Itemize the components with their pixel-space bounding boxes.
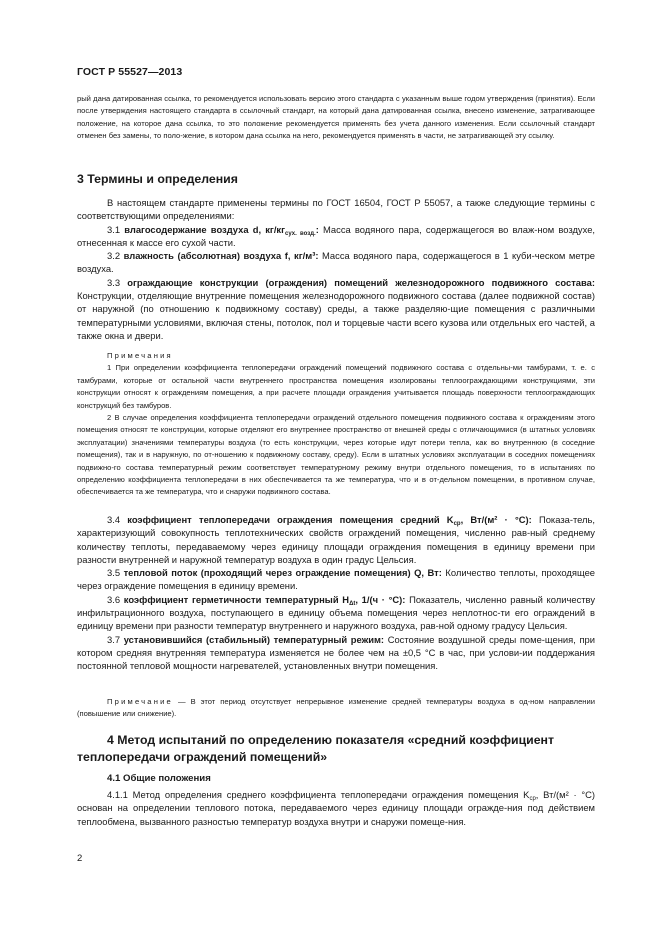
term-3-3-number: 3.3 bbox=[107, 276, 121, 288]
term-3-5-name: тепловой поток (проходящий через ограждение помещения) Q, Вт: bbox=[123, 567, 442, 579]
terms-continued bbox=[77, 513, 595, 673]
term-3-6-definition: Показатель, численно равный количеству инфильтрационного воздуха, поступающего в единицу объема помещения через неплотнос-ти его ограждений в единицу времени при разности температур внутреннего и наружного воздуха, рав-ной одному градусу Цельсия. bbox=[77, 593, 596, 632]
section-4-title: 4 Метод испытаний по определению показателя «средний коэффициент теплопередачи ограждений помещений» bbox=[77, 733, 554, 764]
term-3-2-name: влажность (абсолютная) воздуха f, кг/м³: bbox=[123, 250, 319, 262]
section-3-intro: В настоящем стандарте применены термины по ГОСТ 16504, ГОСТ Р 55057, а также следующие термины с соответствующими определениями: bbox=[77, 197, 595, 222]
term-3-1-number: 3.1 bbox=[107, 223, 121, 235]
term-3-5-number: 3.5 bbox=[107, 567, 121, 579]
term-3-1-colon: : bbox=[315, 223, 319, 235]
section-4-heading bbox=[77, 732, 595, 766]
term-3-6-number: 3.6 bbox=[107, 593, 121, 605]
section-4-1-heading: 4.1 Общие положения bbox=[107, 773, 211, 784]
term-3-7-definition: Состояние воздушной среды поме-щения, при котором средняя внутренняя температура изменяется не более чем на ±0,5 °С в час, при услови-ии поддержания постоянной тепловой мощности нагревателей, установленных внутри помещения. bbox=[77, 633, 596, 672]
intro-paragraph bbox=[77, 93, 595, 143]
term-3-2-definition: Масса водяного пара, содержащегося в 1 куби-ческом метре воздуха. bbox=[77, 250, 595, 275]
term-3-2-number: 3.2 bbox=[107, 250, 121, 262]
term-3-4-name: коэффициент теплопередачи ограждения помещения средний K bbox=[127, 514, 454, 525]
term-3-5 bbox=[77, 566, 595, 593]
paragraph-4-1-1-subscript: ср bbox=[529, 796, 536, 802]
term-3-7-number: 3.7 bbox=[107, 633, 121, 645]
paragraph-4-1-1-start: 4.1.1 Метод определения среднего коэффициента теплопередачи ограждения помещения K bbox=[107, 789, 530, 800]
final-note-label: Примечание bbox=[107, 697, 173, 706]
term-3-6-subscript: Δt bbox=[349, 600, 356, 607]
page-number: 2 bbox=[77, 853, 83, 864]
term-3-4-units: , Вт/(м² · °С): bbox=[460, 514, 532, 525]
term-3-3-name: ограждающие конструкции (ограждения) помещений железнодорожного подвижного состава: bbox=[127, 276, 595, 288]
term-3-3 bbox=[77, 276, 595, 342]
notes-block bbox=[77, 350, 595, 499]
term-3-1-subscript: сух. возд. bbox=[285, 230, 316, 237]
term-3-3-definition: Конструкции, отделяющие внутренние помещения железнодорожного подвижного состава (далее подвижной состав) от наружной (по отношению к подвижному составу) среды, а также разделяю-щие помещения с различными температурными условиями, включая стены, потолок, пол и торцевые части всего кузова или отдельных его частей, а также окна и двери. bbox=[77, 290, 595, 341]
term-3-6 bbox=[77, 593, 595, 633]
document-header: ГОСТ Р 55527—2013 bbox=[77, 66, 183, 78]
term-3-2 bbox=[77, 249, 595, 276]
note-2: 2 В случае определения коэффициента теплопередачи ограждений отдельного помещения подвижного состава к ограждениям этого помещения относят те конструкции, которые отделяют его внутреннее пространство от внешней среды с отличающимися (в штатных условиях эксплуатации) значениями температуры воздуха (то есть конструкции, через которые идут потери тепла, как во внутреннюю (в соседние помещения), так и в наружную, по от-ношению к подвижному составу, среду). Если в штатных условиях эксплуатации в соседних помещениях подвижно-го состава температурный режим соответствует температурному режиму внутри отдельного помещения, то в испытаниях по определению коэффициента теплопередачи в них обеспечивается та же температура, что и в от-дельном помещении, в противном случае, обеспечивается та же температура, что и снаружи подвижного состава. bbox=[77, 413, 595, 497]
term-3-1-name: влагосодержание воздуха d, кг/кг bbox=[124, 223, 286, 235]
notes-label: Примечания bbox=[107, 351, 173, 360]
term-3-5-definition: Количество теплоты, проходящее через ограждение помещения в единицу времени. bbox=[77, 567, 596, 592]
final-note bbox=[77, 696, 595, 721]
term-3-6-units: , 1/(ч · °С): bbox=[355, 593, 406, 605]
intro-text: рый дана датированная ссылка, то рекомендуется использовать версию этого стандарта с указанным выше годом утверждения (принятия). Если после утверждения настоящего стандарта в ссылочный стандарт, на который дана датированная ссылка, внесено изменение, затрагивающее положение, на которое дана ссылка, то это положение рекомендуется применять без учета данного изменения. Если ссылочный стандарт отменен без замены, то поло-жение, в котором дана ссылка на него, рекомендуется применять в части, не затрагивающей эту ссылку. bbox=[77, 94, 595, 141]
term-3-4-subscript: ср bbox=[453, 521, 461, 527]
term-3-4-definition: Показа-тель, характеризующий совокупность теплотехнических свойств ограждений помещения, численно рав-ный среднему количеству теплоты, передаваемому через единицу площади ограждения помещения в единицу времени при разности внутренней и наружной температур воздуха в один градус Цельсия. bbox=[77, 514, 596, 565]
term-3-4-number: 3.4 bbox=[107, 514, 121, 525]
note-1: 1 При определении коэффициента теплопередачи ограждений помещений подвижного состава с отдельны-ми тамбурами, т. е. с тамбурами, которые от остальной части внутреннего пространства помещения изолированы теплоограждающими конструкциями, эти конструкции относят к ограждениям помещения, а при расчете площади ограждения учитывается площадь поверхности теплоограждающих конструкций без тамбуров. bbox=[77, 363, 595, 410]
paragraph-4-1-1 bbox=[77, 788, 595, 828]
section-3-heading: 3 Термины и определения bbox=[77, 172, 238, 186]
section-4-body bbox=[77, 788, 595, 828]
term-3-6-name: коэффициент герметичности температурный H bbox=[123, 593, 350, 605]
section-3-body bbox=[77, 196, 595, 342]
term-3-7 bbox=[77, 633, 595, 673]
section-4-subheading-wrap bbox=[77, 773, 595, 784]
term-3-1 bbox=[77, 223, 595, 250]
paragraph-4-1-1-end: , Вт/(м² · °С) основан на определении теплового потока, передаваемого через единицу площади огражде-ния под действием теплообмена, вызванного разностью температур воздуха внутри и снаружи помеще-ния. bbox=[77, 789, 595, 827]
term-3-1-definition: Масса водяного пара, содержащегося во влаж-ном воздухе, отнесенная к массе его сухой части. bbox=[77, 223, 596, 248]
final-note-text bbox=[77, 696, 595, 721]
final-note-body: — В этот период отсутствует непрерывное изменение средней температуры воздуха в од-ном направлении (повышение или снижение). bbox=[77, 697, 595, 719]
term-3-4 bbox=[77, 513, 595, 566]
term-3-7-name: установившийся (стабильный) температурный режим: bbox=[123, 633, 385, 645]
